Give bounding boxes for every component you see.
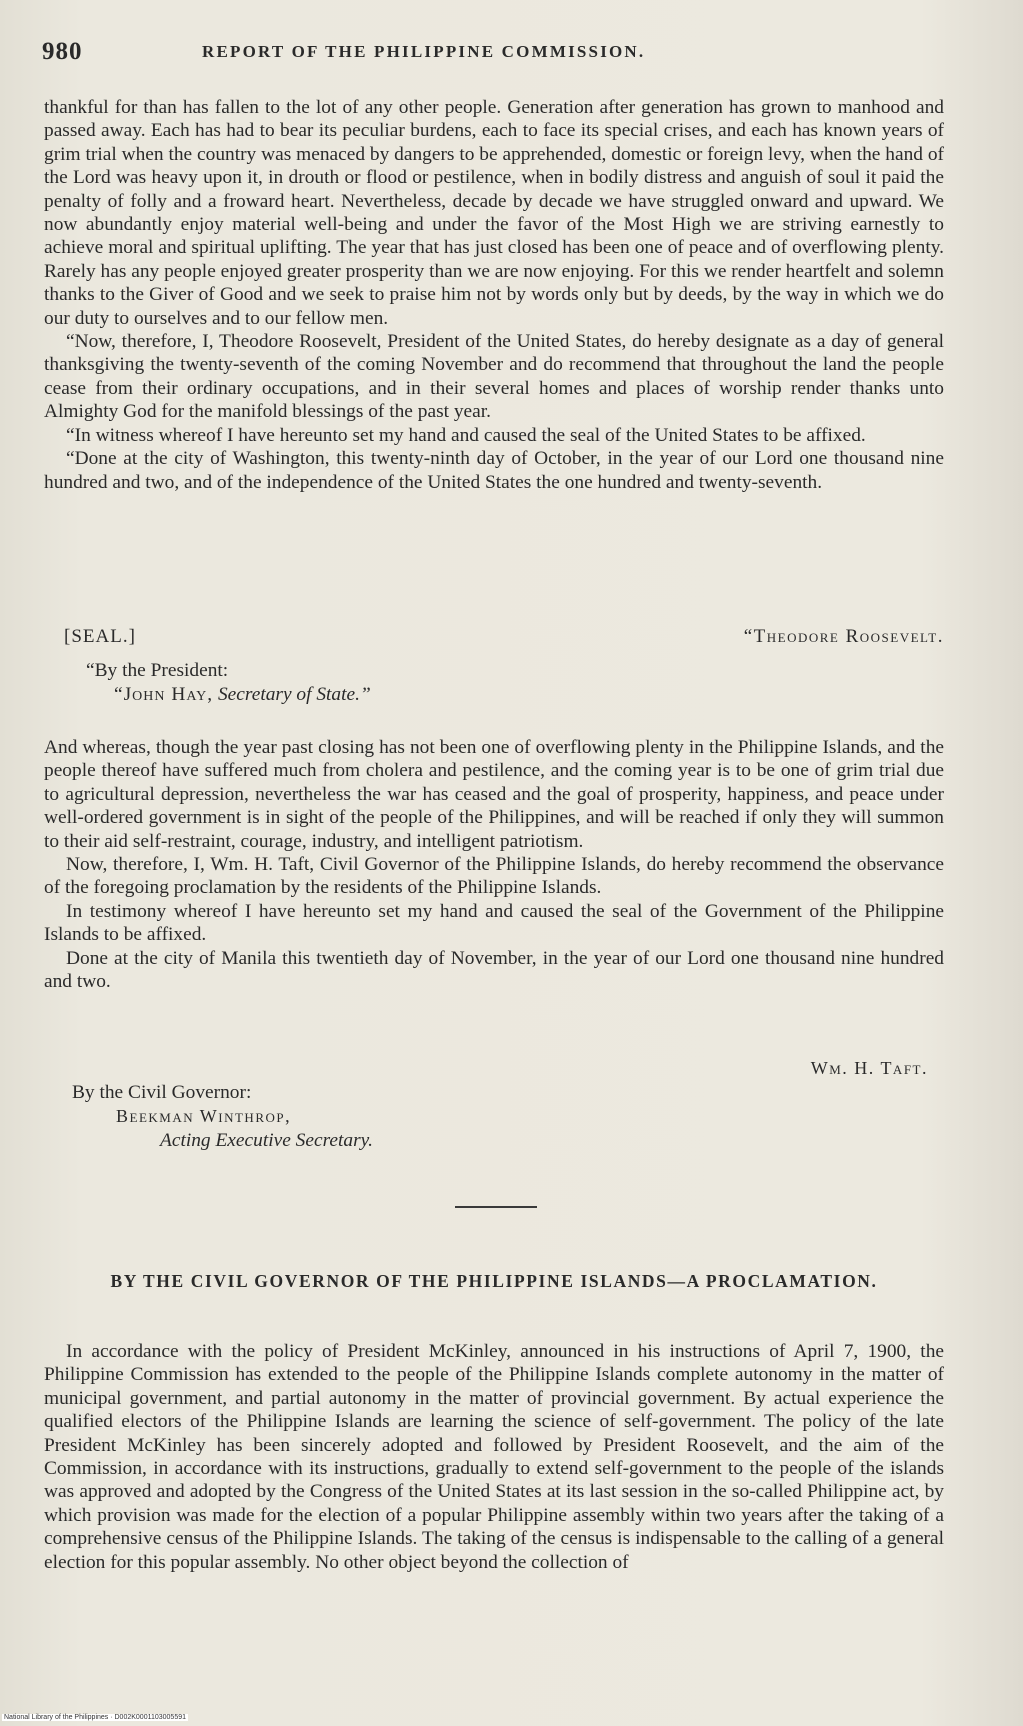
proclamation-paragraph: “Now, therefore, I, Theodore Roosevelt, President of the United States, do hereby designate as a day of general thanksgiving the twenty-seventh of the coming November and do recommend that throughout the land the people cease from their ordinary occupations, and in their several homes and places of worship render thanks unto Almighty God for the manifold blessings of the past year. <box>44 331 944 423</box>
secretary-attestation <box>114 684 371 706</box>
running-title: REPORT OF THE PHILIPPINE COMMISSION. <box>202 42 646 61</box>
by-civil-governor-line: By the Civil Governor: <box>72 1082 252 1103</box>
by-president-line: “By the President: <box>86 660 229 681</box>
proclamation-paragraph: “Done at the city of Washington, this twenty-ninth day of October, in the year of our Lord one thousand nine hundred and two, and of the independence of the United States the one hundred and twenty-seventh. <box>44 448 944 493</box>
seal-mark: [SEAL.] <box>64 626 136 647</box>
taft-paragraph: Done at the city of Manila this twentieth day of November, in the year of our Lord one thousand nine hundred and two. <box>44 947 944 993</box>
proclamation-paragraph: “In witness whereof I have hereunto set my hand and caused the seal of the United States to be affixed. <box>66 424 866 446</box>
taft-paragraph: Now, therefore, I, Wm. H. Taft, Civil Governor of the Philippine Islands, do hereby recommend the observance of the foregoing proclamation by the residents of the Philippine Islands. <box>44 854 944 899</box>
secretary-name: “John Hay, <box>114 684 214 705</box>
second-proclamation-paragraph: In accordance with the policy of President McKinley, announced in his instructions of April 7, 1900, the Philippine Commission has extended to the people of the Philippine Islands complete autonomy in the matter of municipal government, and partial autonomy in the matter of provincial government. By actual experience the qualified electors of the Philippine Islands are learning the science of self-government. The policy of the late President McKinley has been sincerely adopted and followed by President Roosevelt, and the aim of the Commission, in accordance with its instructions, gradually to extend self-government to the people of the islands was approved and adopted by the Congress of the United States at its last session in the so-called Philippine act, by which provision was made for the election of a popular Philippine assembly within two years after the taking of a comprehensive census of the Philippine Islands. The taking of the census is indispensable to the calling of a general election for this popular assembly. No other object beyond the collection of <box>44 1341 944 1573</box>
secretary-title: Secretary of State.” <box>217 684 371 705</box>
section-divider <box>455 1206 537 1208</box>
page-header <box>42 38 963 68</box>
section-heading: BY THE CIVIL GOVERNOR OF THE PHILIPPINE ISLANDS—A PROCLAMATION. <box>110 1271 878 1291</box>
page-number: 980 <box>42 38 83 65</box>
taft-recommendation <box>44 736 944 993</box>
taft-paragraph: In testimony whereof I have hereunto set my hand and caused the seal of the Government of the Philippine Islands to be affixed. <box>44 900 944 946</box>
winthrop-title: Acting Executive Secretary. <box>160 1130 374 1151</box>
taft-signature: Wm. H. Taft. <box>810 1058 928 1078</box>
proclamation-body <box>44 96 944 494</box>
roosevelt-signature: “Theodore Roosevelt. <box>743 626 944 647</box>
taft-paragraph: And whereas, though the year past closing has not been one of overflowing plenty in the Philippine Islands, and the people thereof have suffered much from cholera and pestilence, and the coming year is to be one of grim trial due to agricultural depression, nevertheless the war has ceased and the goal of prosperity, happiness, and peace under well-ordered government is in sight of the people of the Philippines, and will be reached if only they will summon to their aid self-restraint, courage, industry, and intelligent patriotism. <box>44 737 944 852</box>
scan-source-footer: National Library of the Philippines · D002K0001103005591 <box>4 1714 186 1721</box>
winthrop-name: Beekman Winthrop, <box>116 1106 292 1126</box>
second-proclamation-body <box>44 1340 944 1574</box>
seal-signature-row <box>64 626 944 652</box>
proclamation-paragraph: thankful for than has fallen to the lot of any other people. Generation after generation has grown to manhood and passed away. Each has had to bear its peculiar burdens, each to face its special crises, and each has known years of grim trial when the country was menaced by dangers to be apprehended, domestic or foreign levy, when the hand of the Lord was heavy upon it, in drouth or flood or pestilence, when in bodily distress and anguish of soul it paid the penalty of folly and a froward heart. Nevertheless, decade by decade we have struggled onward and upward. We now abundantly enjoy material well-being and under the favor of the Most High we are striving earnestly to achieve moral and spiritual uplifting. The year that has just closed has been one of peace and of overflowing plenty. Rarely has any people enjoyed greater prosperity than we are now enjoying. For this we render heartfelt and solemn thanks to the Giver of Good and we seek to praise him not by words only but by deeds, by the way in which we do our duty to ourselves and to our fellow men. <box>44 97 944 329</box>
